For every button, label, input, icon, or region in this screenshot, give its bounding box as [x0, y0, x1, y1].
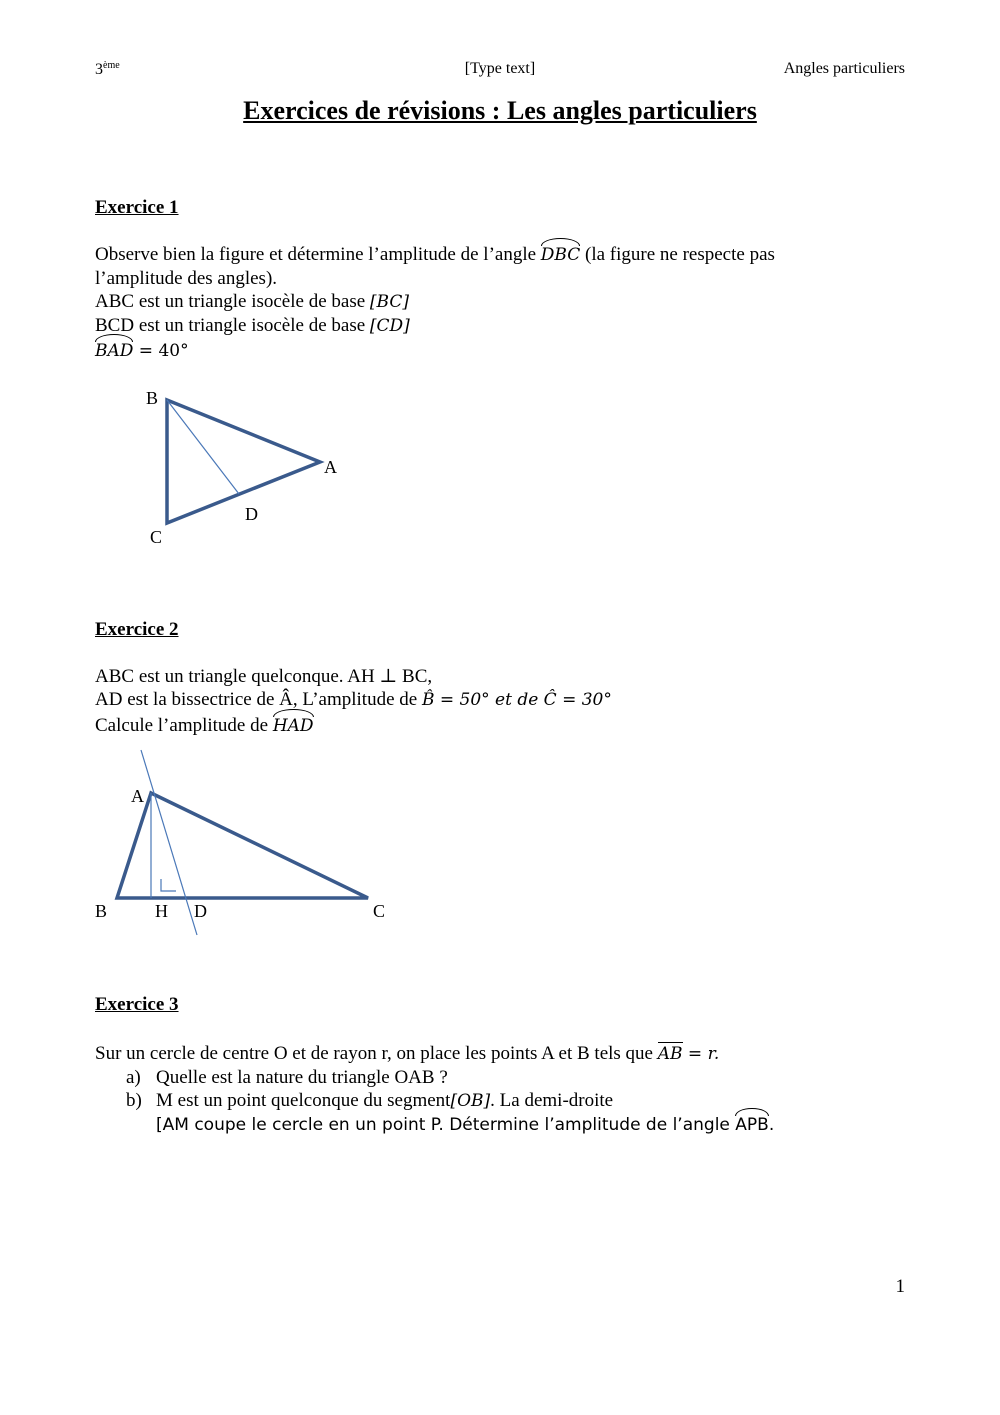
- label-a: A: [131, 786, 144, 806]
- angle-bad: BAD: [95, 341, 133, 361]
- page-title: Exercices de révisions : Les angles particuliers: [243, 96, 757, 125]
- exercise-2-line-3: Calcule l’amplitude de HAD: [95, 715, 314, 737]
- label-b: B: [95, 901, 108, 921]
- exercise-1-line-2: l’amplitude des angles).: [95, 268, 278, 289]
- label-d: D: [245, 504, 258, 524]
- label-c: C: [373, 901, 386, 921]
- page-number: 1: [895, 1276, 905, 1297]
- angle-had: HAD: [273, 716, 314, 736]
- exercise-2-line-1: ABC est un triangle quelconque. AH ⊥ BC,: [95, 666, 433, 687]
- exercise-3-item-b: b) M est un point quelconque du segment[OB]. La demi-droite: [126, 1090, 614, 1111]
- exercise-1-line-3: ABC est un triangle isocèle de base [BC]: [95, 291, 409, 312]
- exercise-2-figure: [85, 745, 405, 945]
- angle-dbc: DBC: [541, 245, 580, 265]
- exercise-1-figure: [140, 385, 360, 555]
- exercise-3-item-b-line-2: [AM coupe le cercle en un point P. Détermine l’amplitude de l’angle APB.: [156, 1115, 774, 1135]
- exercise-1-heading: Exercice 1: [95, 197, 179, 218]
- label-d: D: [194, 901, 207, 921]
- triangle-abc: [117, 793, 368, 898]
- triangle-abc: [167, 400, 320, 523]
- exercise-1-line-1: Observe bien la figure et détermine l’amplitude de l’angle DBC (la figure ne respecte pas: [95, 244, 775, 266]
- bisector-ad: [141, 750, 197, 935]
- label-h: H: [155, 901, 168, 921]
- header-placeholder: [Type text]: [464, 60, 536, 77]
- exercise-1-line-4: BCD est un triangle isocèle de base [CD]: [95, 315, 410, 336]
- arc-ab: AB: [657, 1044, 683, 1064]
- exercise-2-line-2: AD est la bissectrice de Â, L’amplitude de B̂ = 50° et de Ĉ = 30°: [95, 689, 612, 710]
- label-c: C: [150, 527, 163, 547]
- label-b: B: [146, 388, 159, 408]
- exercise-3-heading: Exercice 3: [95, 994, 179, 1015]
- exercise-1-line-5: BAD = 40°: [95, 340, 189, 362]
- header-topic: Angles particuliers: [783, 60, 905, 77]
- angle-apb: APB: [735, 1115, 769, 1135]
- exercise-3-item-a: a) Quelle est la nature du triangle OAB ?: [126, 1067, 448, 1088]
- exercise-3-line-1: Sur un cercle de centre O et de rayon r, on place les points A et B tels que AB = r.: [95, 1043, 720, 1064]
- exercise-2-heading: Exercice 2: [95, 619, 179, 640]
- header-grade: 3ème: [95, 60, 120, 78]
- label-a: A: [324, 457, 337, 477]
- right-angle-mark: [161, 879, 176, 891]
